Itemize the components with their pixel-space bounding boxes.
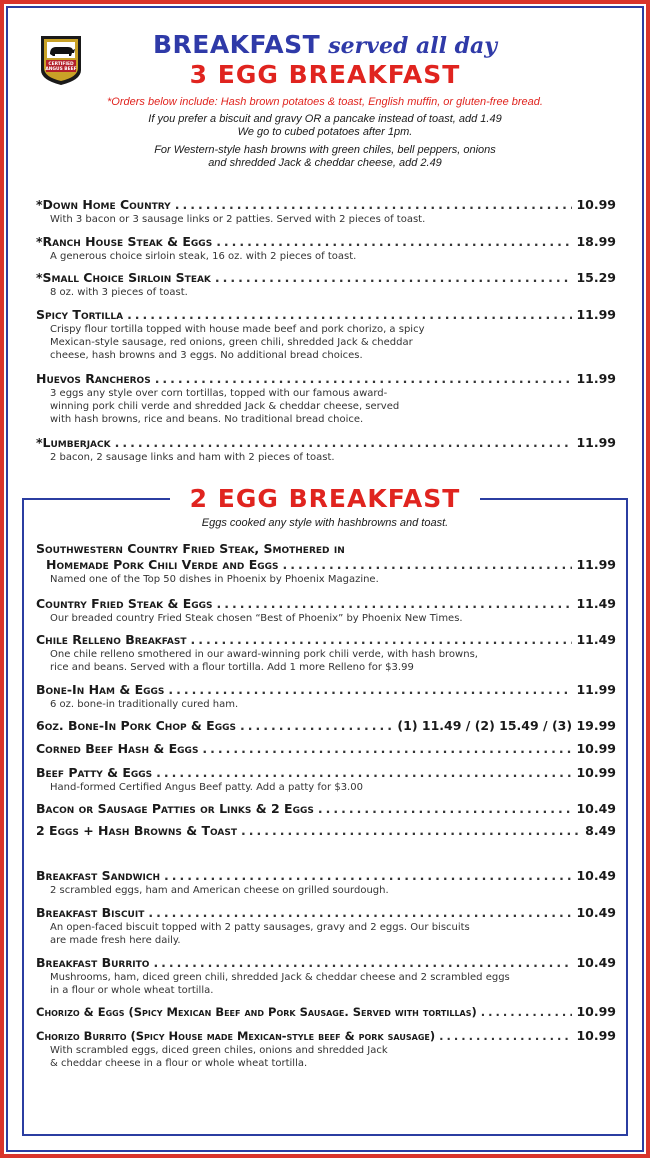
item-description-line: cheese, hash browns and 3 eggs. No additional bread choices. — [50, 350, 363, 361]
item-name: *Small Choice Sirloin Steak — [36, 270, 211, 285]
menu-item — [36, 765, 616, 794]
title-breakfast: BREAKFAST — [152, 30, 321, 59]
menu-item — [36, 197, 616, 226]
item-price: 10.99 — [576, 765, 616, 780]
leader-dots — [148, 905, 572, 921]
menu-item — [36, 596, 616, 625]
item-description: With 3 bacon or 3 sausage links or 2 patties. Served with 2 pieces of toast. — [50, 214, 426, 225]
item-name: *Lumberjack — [36, 435, 111, 450]
page-title — [0, 30, 650, 59]
item-price: 11.99 — [576, 307, 616, 322]
item-description-line: Mexican-style sausage, red onions, green chili, shredded Jack & cheddar — [50, 337, 413, 348]
item-price: 10.49 — [576, 955, 616, 970]
item-name: *Ranch House Steak & Eggs — [36, 234, 213, 249]
item-price: 10.99 — [576, 741, 616, 756]
item-description-line: Crispy flour tortilla topped with house made beef and pork chorizo, a spicy — [50, 324, 425, 335]
menu-item — [36, 955, 616, 997]
item-name: Spicy Tortilla — [36, 307, 124, 322]
item-description-line: 3 eggs any style over corn tortillas, topped with our famous award- — [50, 388, 388, 399]
item-name: Breakfast Burrito — [36, 955, 150, 970]
item-description-line: rice and beans. Served with a flour tortilla. Add 1 more Relleno for $3.99 — [50, 662, 414, 673]
item-description: 8 oz. with 3 pieces of toast. — [50, 287, 188, 298]
item-name: Chile Relleno Breakfast — [36, 632, 187, 647]
item-description-line: with hash browns, rice and beans. No traditional bread choice. — [50, 414, 364, 425]
item-price: 10.49 — [576, 868, 616, 883]
menu-item — [36, 1004, 616, 1020]
item-name: *Down Home Country — [36, 197, 171, 212]
leader-dots — [240, 718, 393, 734]
item-name: Corned Beef Hash & Eggs — [36, 741, 199, 756]
section-title-3-egg: 3 EGG BREAKFAST — [189, 60, 461, 89]
item-price: 10.99 — [576, 1004, 616, 1019]
item-price: 11.99 — [576, 371, 616, 386]
title-served-all-day: served all day — [328, 33, 498, 59]
menu-item — [36, 905, 616, 947]
item-name: Chorizo & Eggs (Spicy Mexican Beef and Pork Sausage. Served with tortillas) — [36, 1005, 477, 1019]
leader-dots — [215, 270, 573, 286]
logo-text-line1: CERTIFIED — [48, 62, 74, 67]
item-name: Breakfast Biscuit — [36, 905, 145, 920]
item-description-line: are made fresh here daily. — [50, 935, 181, 946]
leader-dots — [283, 557, 573, 573]
menu-item — [36, 868, 616, 897]
item-description-line: One chile relleno smothered in our award-winning pork chili verde, with hash browns, — [50, 649, 478, 660]
menu-item — [36, 541, 616, 586]
leader-dots — [153, 955, 572, 971]
leader-dots — [155, 371, 573, 387]
item-description-line: winning pork chili verde and shredded Jack & cheddar cheese, served — [50, 401, 400, 412]
leader-dots — [115, 435, 573, 451]
logo-text-line2: ANGUS BEEF — [45, 67, 77, 72]
item-description: 2 bacon, 2 sausage links and ham with 2 pieces of toast. — [50, 452, 335, 463]
item-name: 6oz. Bone-In Pork Chop & Eggs — [36, 718, 236, 733]
item-description-line: Mushrooms, ham, diced green chili, shredded Jack & cheddar cheese and 2 scrambled eggs — [50, 972, 510, 983]
menu-item — [36, 234, 616, 263]
leader-dots — [156, 765, 572, 781]
menu-item — [36, 371, 616, 426]
item-name: Southwestern Country Fried Steak, Smothered in — [36, 541, 345, 556]
item-price: 11.49 — [576, 632, 616, 647]
item-description-line: in a flour or whole wheat tortilla. — [50, 985, 214, 996]
leader-dots — [168, 682, 572, 698]
western-note-line1: For Western-style hash browns with green chiles, bell peppers, onions — [154, 144, 496, 156]
item-price: 11.99 — [576, 557, 616, 572]
menu-item — [36, 632, 616, 674]
item-price: 10.99 — [576, 197, 616, 212]
item-name: Breakfast Sandwich — [36, 868, 160, 883]
leader-dots — [175, 197, 573, 213]
leader-dots — [439, 1028, 572, 1044]
item-price: (1) 11.49 / (2) 15.49 / (3) 19.99 — [397, 718, 616, 733]
menu-item — [36, 307, 616, 362]
leader-dots — [217, 596, 573, 612]
item-price: 11.49 — [576, 596, 616, 611]
western-note-line2: and shredded Jack & cheddar cheese, add 2.49 — [208, 157, 442, 169]
item-name: Beef Patty & Eggs — [36, 765, 153, 780]
leader-dots — [481, 1004, 573, 1020]
item-name: Huevos Rancheros — [36, 371, 151, 386]
menu-item — [36, 801, 616, 817]
menu-item — [36, 741, 616, 757]
section-title-2-egg: 2 EGG BREAKFAST — [170, 484, 480, 513]
item-description: 6 oz. bone-in traditionally cured ham. — [50, 699, 239, 710]
item-description-line: With scrambled eggs, diced green chiles, onions and shredded Jack — [50, 1045, 388, 1056]
orders-note: *Orders below include: Hash brown potatoes & toast, English muffin, or gluten-free bread. — [107, 96, 543, 108]
biscuit-note-line1: If you prefer a biscuit and gravy OR a pancake instead of toast, add 1.49 — [148, 113, 502, 125]
item-price: 10.49 — [576, 801, 616, 816]
item-name: Bacon or Sausage Patties or Links & 2 Eggs — [36, 801, 314, 816]
leader-dots — [241, 823, 581, 839]
menu-item — [36, 823, 616, 839]
item-description-line: & cheddar cheese in a flour or whole wheat tortilla. — [50, 1058, 308, 1069]
menu-item — [36, 682, 616, 711]
item-description: 2 scrambled eggs, ham and American cheese on grilled sourdough. — [50, 885, 389, 896]
item-description-line: An open-faced biscuit topped with 2 patty sausages, gravy and 2 eggs. Our biscuits — [50, 922, 470, 933]
item-description: Our breaded country Fried Steak chosen “Best of Phoenix” by Phoenix New Times. — [50, 613, 463, 624]
item-price: 10.99 — [576, 1028, 616, 1043]
leader-dots — [127, 307, 572, 323]
item-name: Country Fried Steak & Eggs — [36, 596, 213, 611]
item-name: 2 Eggs + Hash Browns & Toast — [36, 823, 237, 838]
item-price: 11.99 — [576, 435, 616, 450]
leader-dots — [164, 868, 572, 884]
menu-item — [36, 270, 616, 299]
item-description: Named one of the Top 50 dishes in Phoenix by Phoenix Magazine. — [50, 574, 379, 585]
item-price: 8.49 — [585, 823, 616, 838]
item-name: Chorizo Burrito (Spicy House made Mexican-style beef & pork sausage) — [36, 1029, 436, 1043]
item-name: Bone-In Ham & Eggs — [36, 682, 165, 697]
item-price: 10.49 — [576, 905, 616, 920]
leader-dots — [202, 741, 572, 757]
menu-item — [36, 435, 616, 464]
menu-item — [36, 718, 616, 734]
menu-item — [36, 1028, 616, 1070]
item-price: 15.29 — [576, 270, 616, 285]
leader-dots — [216, 234, 572, 250]
section-subtitle-2-egg: Eggs cooked any style with hashbrowns and toast. — [201, 517, 449, 529]
item-description: Hand-formed Certified Angus Beef patty. Add a patty for $3.00 — [50, 782, 363, 793]
item-price: 11.99 — [576, 682, 616, 697]
leader-dots — [318, 801, 573, 817]
item-price: 18.99 — [576, 234, 616, 249]
leader-dots — [190, 632, 572, 648]
biscuit-note-line2: We go to cubed potatoes after 1pm. — [237, 126, 413, 138]
item-description: A generous choice sirloin steak, 16 oz. with 2 pieces of toast. — [50, 251, 357, 262]
item-name-continued: Homemade Pork Chili Verde and Eggs — [46, 557, 279, 572]
